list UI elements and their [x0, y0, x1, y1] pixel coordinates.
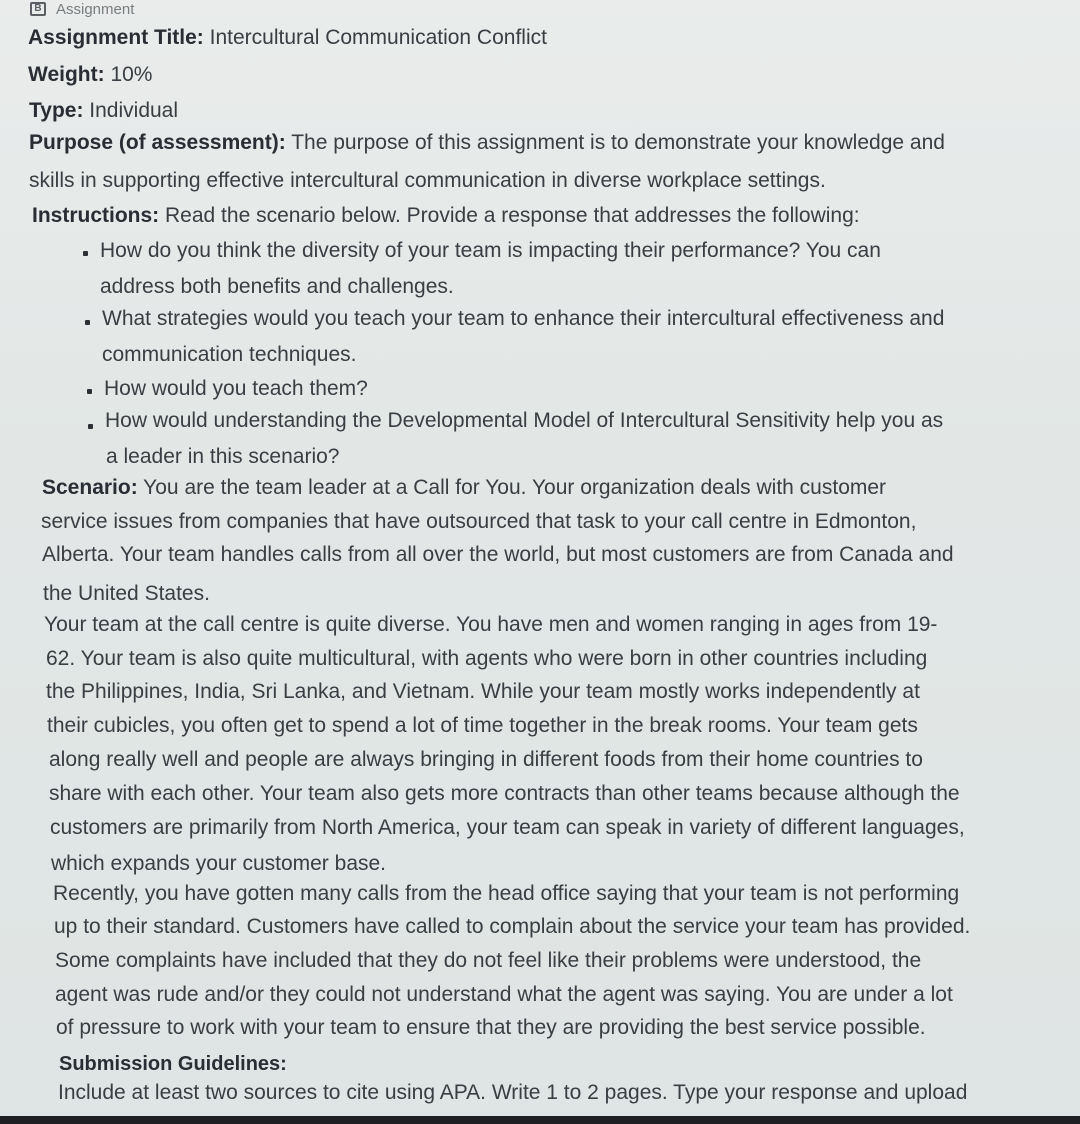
assignment-title-value: Intercultural Communication Conflict: [209, 26, 547, 49]
type-value: Individual: [89, 99, 179, 122]
instructions-row: [32, 205, 860, 226]
instructions-value: Read the scenario below. Provide a response that addresses the following:: [165, 204, 860, 227]
bullet-marker: [83, 251, 88, 256]
purpose-label: Purpose (of assessment):: [29, 131, 286, 154]
bullet-marker: [85, 320, 90, 325]
para3-line-5: of pressure to work with your team to ensure that they are providing the best service possible.: [56, 1016, 926, 1039]
para2-line-3: the Philippines, India, Sri Lanka, and Vietnam. While your team mostly works independently at: [46, 680, 920, 703]
weight-value: 10%: [110, 63, 153, 86]
bullet-1-line-2: address both benefits and challenges.: [100, 275, 454, 298]
para3-line-4: agent was rude and/or they could not understand what the agent was saying. You are under a lot: [55, 983, 953, 1006]
type-row: [29, 100, 178, 121]
bullet-1-line-1: How do you think the diversity of your team is impacting their performance? You can: [100, 239, 881, 262]
bullet-marker: [88, 424, 93, 429]
scenario-line-2: service issues from companies that have outsourced that task to your call centre in Edmonton,: [41, 510, 917, 533]
scenario-row: [42, 477, 886, 498]
bullet-3-line-1: How would you teach them?: [104, 377, 368, 400]
scenario-line-3: Alberta. Your team handles calls from all over the world, but most customers are from Canada and: [42, 543, 954, 566]
breadcrumb[interactable]: [30, 0, 134, 18]
weight-row: [28, 64, 152, 85]
type-label: Type:: [29, 99, 84, 122]
bullet-marker: [87, 389, 92, 394]
assignment-title-label: Assignment Title:: [28, 26, 204, 49]
scenario-line-1: You are the team leader at a Call for You. Your organization deals with customer: [143, 476, 887, 499]
scenario-label: Scenario:: [42, 476, 138, 499]
purpose-row: [29, 132, 945, 153]
submission-line: Include at least two sources to cite using APA. Write 1 to 2 pages. Type your response and upload: [58, 1081, 968, 1104]
submission-label: Submission Guidelines:: [59, 1053, 287, 1075]
para2-line-5: along really well and people are always bringing in different foods from their home countries to: [49, 748, 923, 771]
bullet-4-line-1: How would understanding the Developmental Model of Intercultural Sensitivity help you as: [105, 409, 944, 432]
para2-line-7: customers are primarily from North America, your team can speak in variety of different languages,: [50, 816, 965, 839]
para2-line-8: which expands your customer base.: [51, 852, 387, 875]
scenario-line-4: the United States.: [43, 582, 210, 605]
para2-line-2: 62. Your team is also quite multicultural, with agents who were born in other countries including: [46, 647, 928, 670]
para3-line-3: Some complaints have included that they do not feel like their problems were understood, the: [55, 949, 922, 972]
assignment-icon: B: [30, 2, 46, 16]
para2-line-4: their cubicles, you often get to spend a lot of time together in the break rooms. Your team gets: [47, 714, 918, 737]
para3-line-1: Recently, you have gotten many calls from the head office saying that your team is not performing: [53, 882, 960, 905]
bullet-2-line-1: What strategies would you teach your team to enhance their intercultural effectiveness and: [102, 307, 945, 330]
purpose-line-1: The purpose of this assignment is to demonstrate your knowledge and: [291, 131, 945, 154]
weight-label: Weight:: [28, 63, 105, 86]
breadcrumb-label: Assignment: [56, 0, 135, 18]
assignment-title-row: [28, 27, 547, 48]
para2-line-6: share with each other. Your team also gets more contracts than other teams because although the: [49, 782, 960, 805]
bullet-4-line-2: a leader in this scenario?: [106, 445, 340, 468]
instructions-label: Instructions:: [32, 204, 160, 227]
para2-line-1: Your team at the call centre is quite diverse. You have men and women ranging in ages from 19-: [44, 613, 938, 636]
bullet-2-line-2: communication techniques.: [102, 343, 357, 366]
bottom-bezel: [0, 1116, 1080, 1124]
para3-line-2: up to their standard. Customers have called to complain about the service your team has provided.: [54, 915, 971, 938]
purpose-line-2: skills in supporting effective intercultural communication in diverse workplace settings.: [29, 169, 826, 192]
